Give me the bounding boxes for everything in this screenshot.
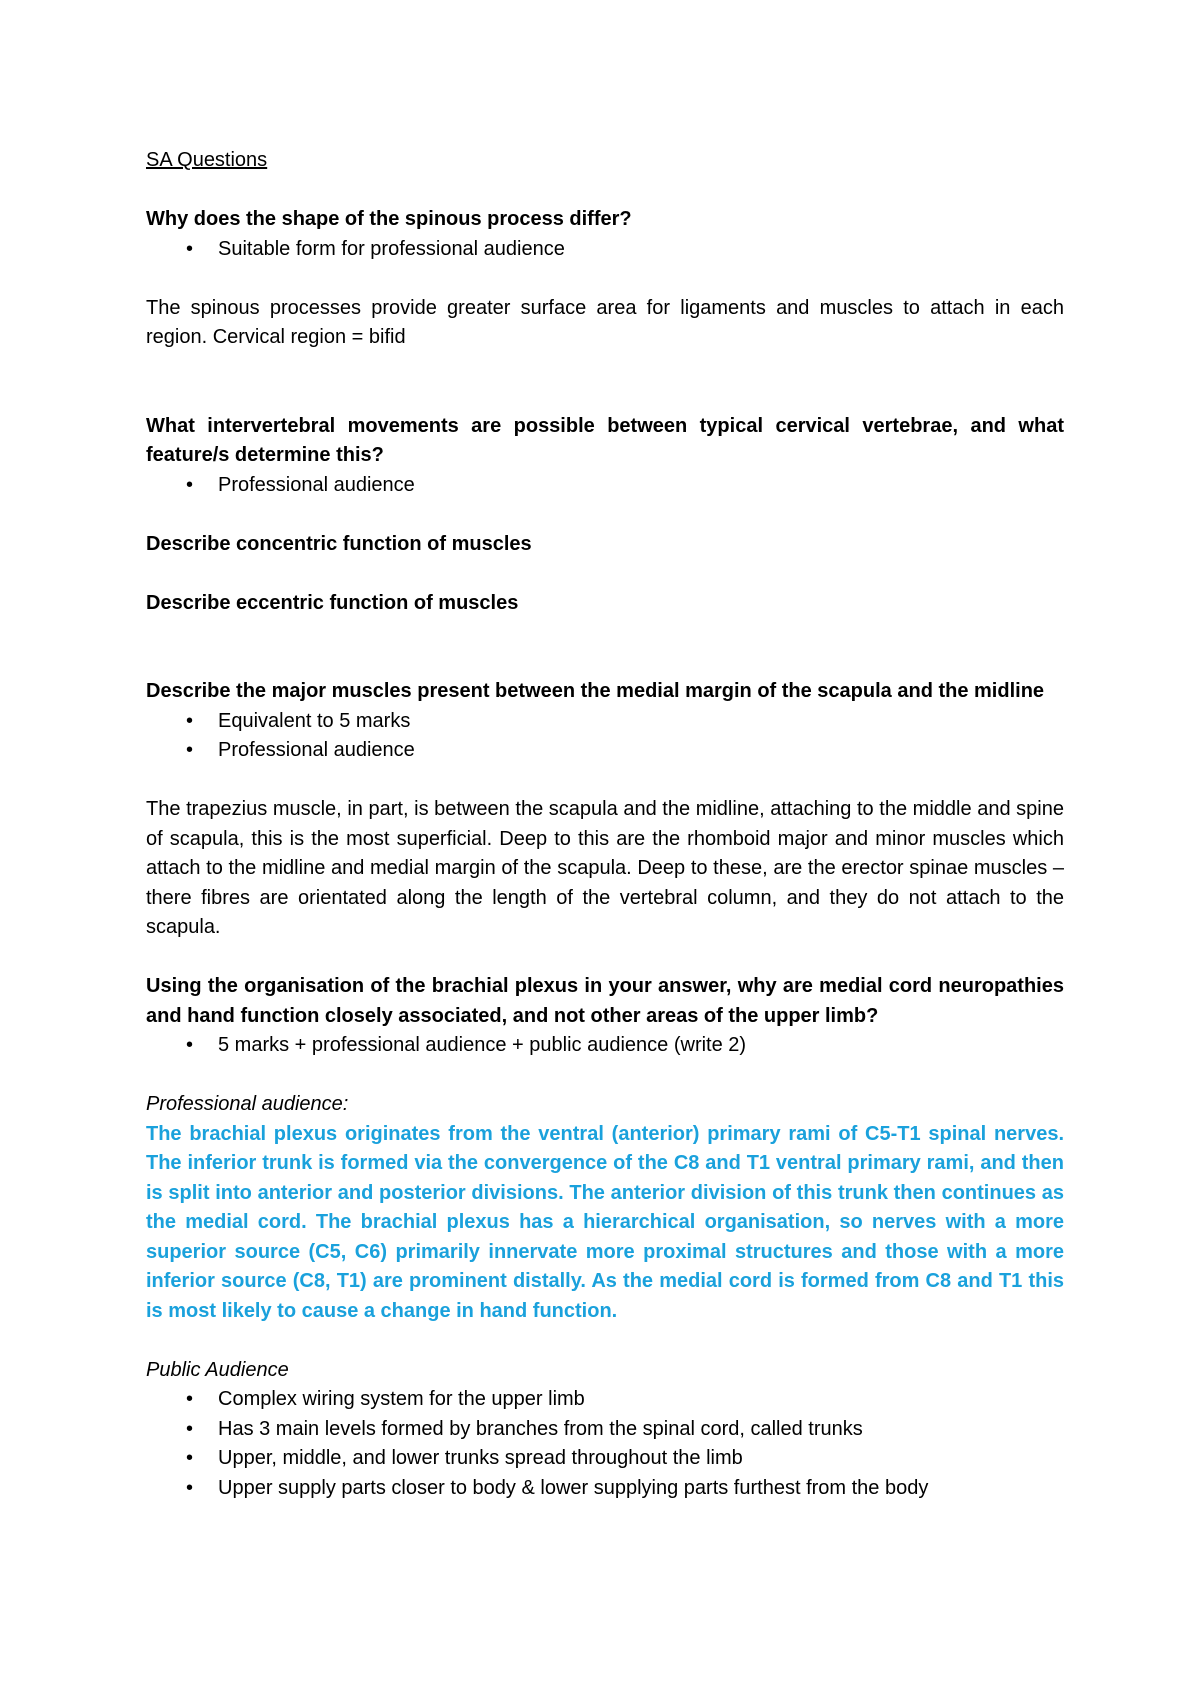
- bullet-icon: •: [186, 1447, 194, 1469]
- question-spinous-process: Why does the shape of the spinous process differ?: [146, 208, 632, 230]
- list-item: • Equivalent to 5 marks: [146, 707, 1064, 737]
- bullet-icon: •: [186, 237, 194, 260]
- public-bullet-list: [146, 1385, 1064, 1503]
- bullet-list: [146, 707, 1064, 766]
- question-eccentric-function: Describe eccentric function of muscles: [146, 591, 519, 614]
- answer-paragraph: The trapezius muscle, in part, is between the scapula and the midline, attaching to the middle and spine of scapula, this is the most superficial. Deep to this are the rhomboid major and minor muscles which attach to the midline and medial margin of the scapula. Deep to these, are the erector spinae muscles – there fibres are orientated along the length of the vertebral column, and they do not attach to the scapula.: [146, 798, 1064, 938]
- bullet-icon: •: [186, 1476, 194, 1499]
- question-intervertebral-movements: What intervertebral movements are possible between typical cervical vertebrae, and what feature/s determine this?: [146, 414, 1064, 466]
- public-audience-label: Public Audience: [146, 1358, 289, 1381]
- bullet-list: [146, 1031, 1064, 1061]
- bullet-icon: •: [186, 473, 194, 496]
- professional-answer: The brachial plexus originates from the ventral (anterior) primary rami of C5-T1 spinal nerves. The inferior trunk is formed via the convergence of the C8 and T1 ventral primary rami, and then is split into anterior and posterior divisions. The anterior division of this trunk then continues as the medial cord. The brachial plexus has a hierarchical organisation, so nerves with a more superior source (C5, C6) primarily innervate more proximal structures and those with a more inferior source (C8, T1) are prominent distally. As the medial cord is formed from C8 and T1 this is most likely to cause a change in hand function.: [146, 1122, 1064, 1322]
- list-item: • Professional audience: [146, 471, 1064, 501]
- professional-audience-label: Professional audience:: [146, 1093, 349, 1115]
- list-item: • Suitable form for professional audience: [146, 235, 1064, 265]
- page-title: SA Questions: [146, 149, 268, 171]
- question-brachial-plexus: Using the organisation of the brachial plexus in your answer, why are medial cord neuropathies and hand function closely associated, and not other areas of the upper limb?: [146, 975, 1064, 1027]
- list-item: • 5 marks + professional audience + public audience (write 2): [146, 1031, 1064, 1061]
- bullet-icon: •: [186, 1388, 194, 1410]
- document-page: [146, 146, 1064, 1503]
- bullet-icon: •: [186, 739, 194, 761]
- list-item: • Upper supply parts closer to body & lower supplying parts furthest from the body: [146, 1474, 1064, 1504]
- bullet-icon: •: [186, 1417, 194, 1440]
- answer-paragraph: The spinous processes provide greater surface area for ligaments and muscles to attach in each region. Cervical region = bifid: [146, 296, 1064, 348]
- list-item: • Upper, middle, and lower trunks spread throughout the limb: [146, 1444, 1064, 1474]
- list-item: • Professional audience: [146, 736, 1064, 766]
- question-major-muscles: Describe the major muscles present between the medial margin of the scapula and the midline: [146, 680, 1045, 702]
- question-concentric-function: Describe concentric function of muscles: [146, 532, 532, 555]
- bullet-list: [146, 235, 1064, 265]
- bullet-icon: •: [186, 1034, 194, 1056]
- list-item: • Complex wiring system for the upper limb: [146, 1385, 1064, 1415]
- bullet-list: [146, 471, 1064, 501]
- list-item: • Has 3 main levels formed by branches from the spinal cord, called trunks: [146, 1415, 1064, 1445]
- bullet-icon: •: [186, 709, 194, 732]
